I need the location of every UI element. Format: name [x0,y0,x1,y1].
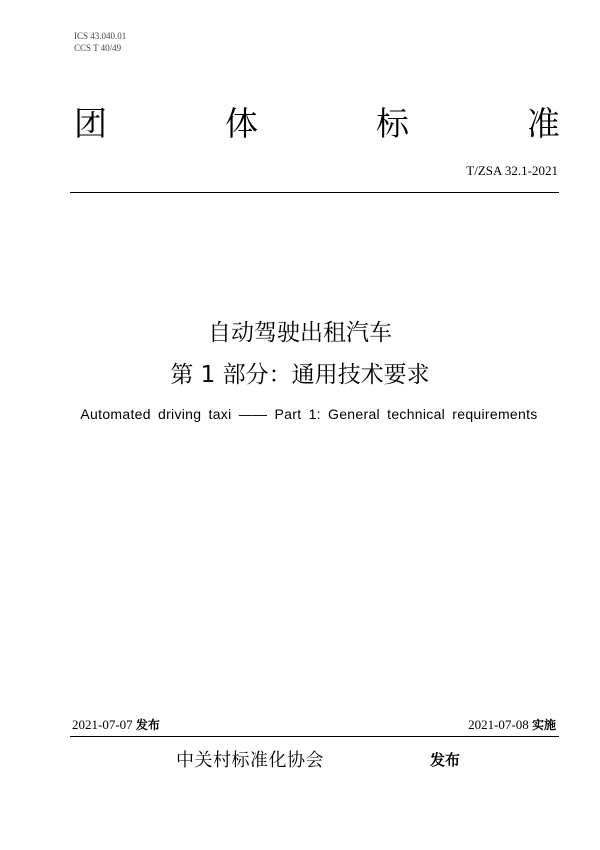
implement-label: 实施 [531,718,556,732]
classification-codes [74,30,126,54]
bottom-divider [70,736,559,737]
doc-type-char: 标 [376,104,409,143]
document-type-heading [74,104,560,144]
ccs-code: CCS T 40/49 [74,43,122,53]
publish-date-block [72,716,160,733]
implement-date-block [468,716,556,733]
publish-label: 发布 [135,718,160,732]
publish-date: 2021-07-07 [72,717,133,732]
publishing-organization: 中关村标准化协会 [176,750,324,771]
title-english: Automated driving taxi —— Part 1: General technical requirements [80,406,538,422]
title-chinese-line2: 第 1 部分：通用技术要求 [170,362,430,388]
ics-code: ICS 43.040.01 [74,31,127,41]
implement-date: 2021-07-08 [468,717,529,732]
doc-type-char: 团 [74,104,107,143]
top-divider [70,192,559,193]
organization-publish-label: 发布 [430,751,461,769]
doc-type-char: 准 [527,104,560,143]
doc-type-char: 体 [225,104,258,143]
standard-number: T/ZSA 32.1-2021 [466,163,558,178]
title-chinese-line1: 自动驾驶出租汽车 [208,320,392,346]
